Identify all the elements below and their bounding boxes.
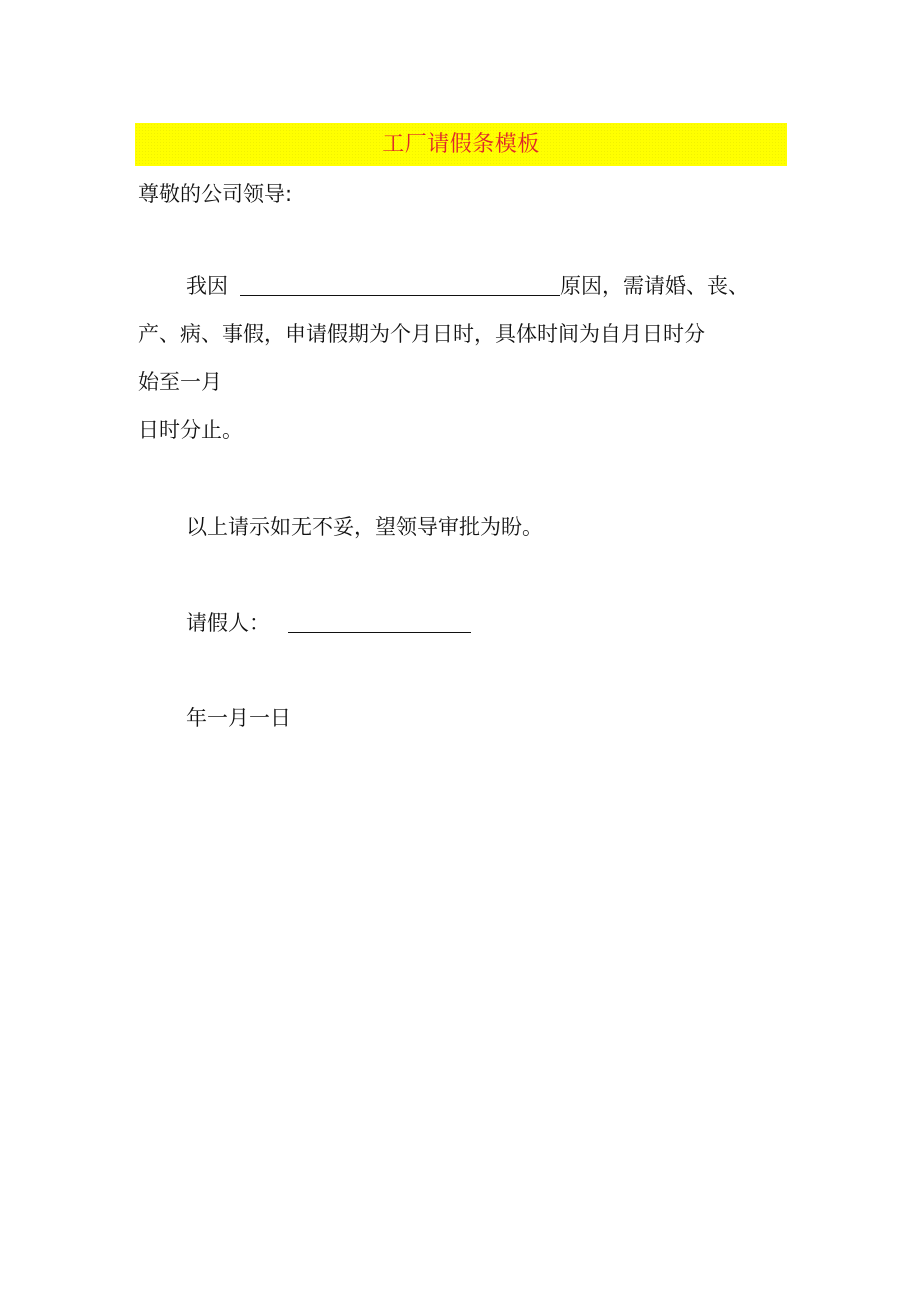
salutation: 尊敬的公司领导: <box>138 182 293 206</box>
title-banner <box>135 123 787 166</box>
leave-end-line: 日时分止。 <box>138 418 243 442</box>
applicant-blank <box>288 612 471 633</box>
reason-blank <box>240 275 560 296</box>
document-title: 工厂请假条模板 <box>382 131 540 157</box>
reason-prefix: 我因 <box>186 274 228 298</box>
leave-start-line: 始至一月 <box>138 370 222 394</box>
applicant-label: 请假人： <box>186 611 270 635</box>
reason-suffix: 原因，需请婚、丧、 <box>560 274 749 298</box>
closing-request: 以上请示如无不妥，望领导审批为盼。 <box>186 515 543 539</box>
date-line: 年一月一日 <box>186 706 291 730</box>
applicant-line <box>186 611 471 635</box>
leave-period-line: 产、病、事假，申请假期为个月日时，具体时间为自月日时分 <box>138 322 705 346</box>
reason-line <box>186 274 749 298</box>
